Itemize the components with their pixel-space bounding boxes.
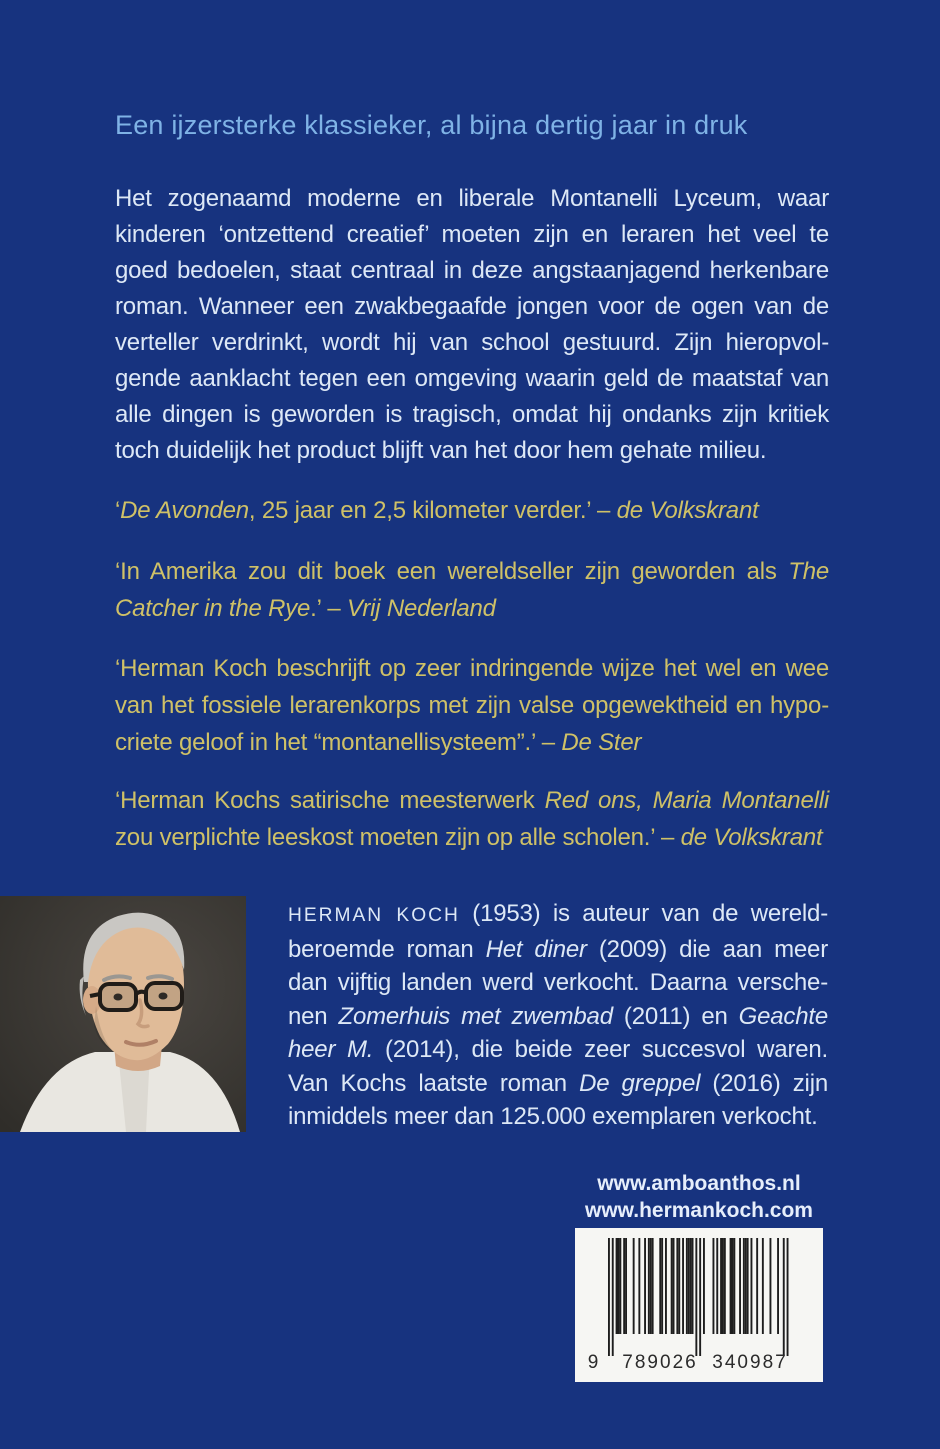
author-url: www.hermankoch.com [585, 1199, 813, 1222]
author-portrait-illustration [0, 896, 246, 1132]
barcode-digit-group: 789026 [622, 1352, 698, 1373]
author-bio: HERMAN KOCH (1953) is auteur van de wereld- beroemde roman Het diner (2009) die aan meer dan vijftig landen werd verkocht. Daarna versche- nen Zomerhuis met zwembad (2011) en Geachte heer M. (2014), die beide zeer succesvol waren. Van Kochs laatste roman De greppel (2016) zijn inmiddels meer dan 125.000 exemplaren verkocht. [288, 900, 829, 1130]
publisher-url: www.amboanthos.nl [597, 1172, 801, 1195]
author-photo [0, 896, 246, 1132]
press-quote-volkskrant-1: ‘De Avonden, 25 jaar en 2,5 kilometer verder.’ – de Volkskrant [115, 497, 759, 524]
isbn-barcode [575, 1228, 823, 1382]
website-urls [560, 1170, 838, 1224]
press-quote-vrij-nederland: ‘In Amerika zou dit boek een wereldseller zijn geworden als The Catcher in the Rye.’ – Vrij Nederland [115, 558, 829, 622]
barcode-digit-group: 9 [587, 1352, 599, 1373]
press-quote-volkskrant-2: ‘Herman Kochs satirische meesterwerk Red ons, Maria Montanelli zou verplichte leeskost moeten zijn op alle scholen.’ – de Volkskrant [115, 787, 829, 851]
barcode-digit-group: 340987 [712, 1352, 788, 1373]
synopsis-paragraph: Het zogenaamd moderne en liberale Montanelli Lyceum, waar kinderen ‘ontzettend creatief’ moeten zijn en leraren het veel te goed bedoelen, staat centraal in deze angstaanjagend herkenbare roman. Wanneer een zwakbegaafde jongen voor de ogen van de verteller verdrinkt, wordt hij van school gestuurd. Zijn hieropvol- gende aanklacht tegen een omgeving waarin geld de maatstaf van alle dingen is geworden is tragisch, omdat hij ondanks zijn kritiek toch duidelijk het product blijft van het door hem gehate milieu. [115, 185, 829, 464]
press-quote-de-ster: ‘Herman Koch beschrijft op zeer indringende wijze het wel en wee van het fossiele lerarenkorps met zijn valse opgewektheid en hypo- criete geloof in het “montanellisysteem”.’ – De Ster [115, 655, 829, 756]
tagline: Een ijzersterke klassieker, al bijna dertig jaar in druk [115, 110, 748, 140]
barcode-bars [608, 1238, 789, 1362]
